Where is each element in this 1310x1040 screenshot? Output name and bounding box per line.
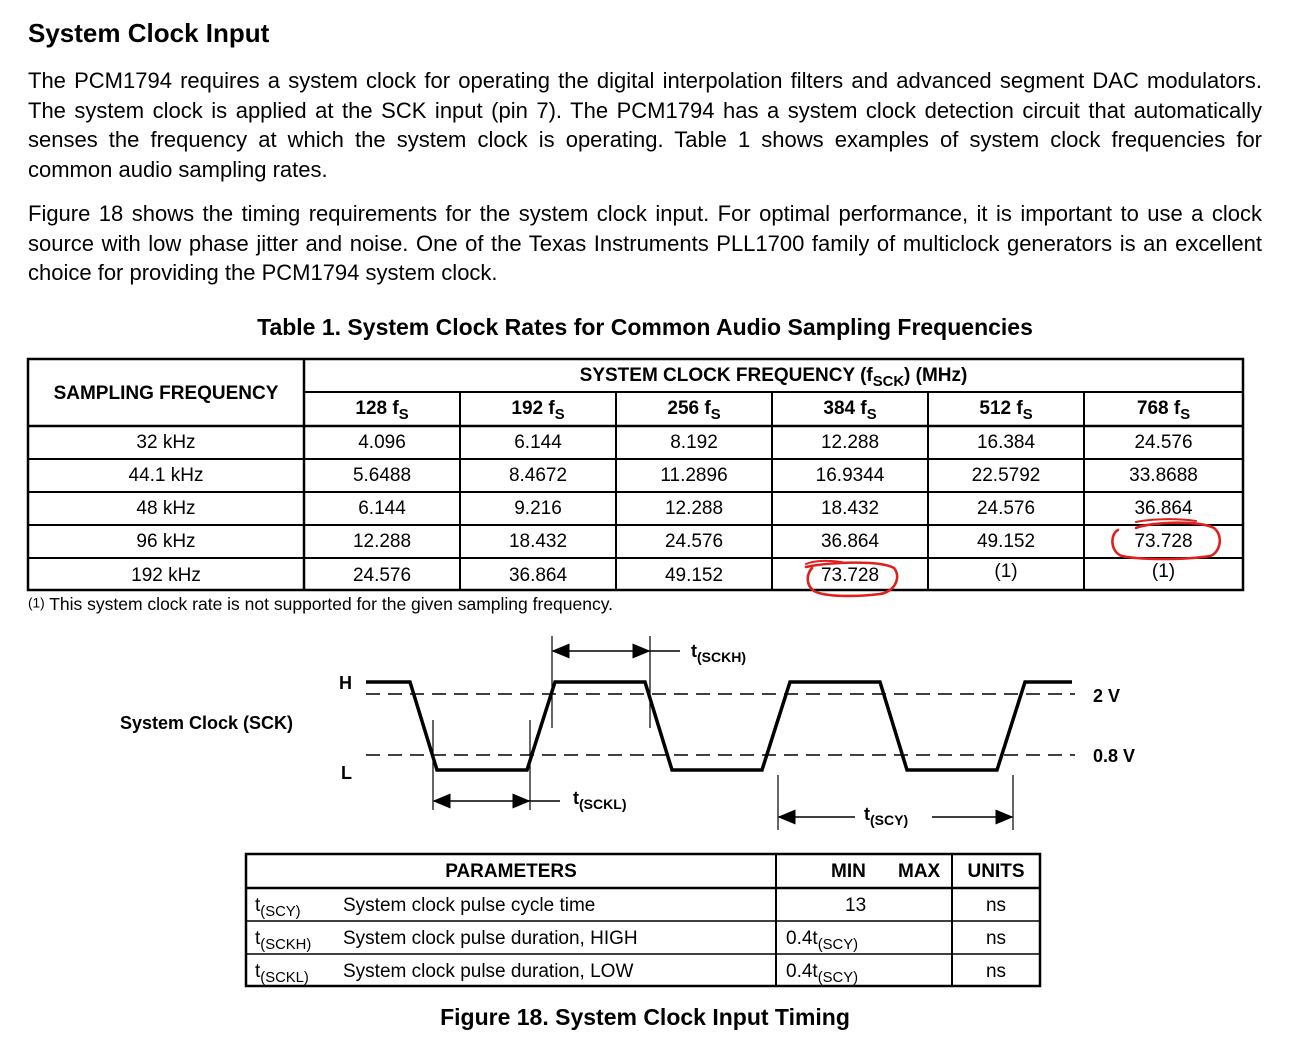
param-min: $0.4t_{(SCY)}$ (786, 961, 859, 987)
table-cell: 36.864 (820, 531, 880, 552)
params-header-min: MIN (831, 861, 866, 882)
column-header-768fs: 768 $f_S$ (1136, 398, 1191, 424)
table-cell: 73.728 (1134, 531, 1193, 552)
table-cell: 24.576 (1134, 432, 1193, 453)
table-cell: 11.2896 (660, 465, 728, 486)
table-cell: 18.432 (508, 531, 568, 552)
table-cell: 12.288 (352, 531, 412, 552)
param-description: System clock pulse duration, HIGH (343, 928, 638, 949)
table-cell: 16.384 (976, 432, 1036, 453)
table-cell: 18.432 (820, 498, 880, 519)
column-header-256fs: 256 $f_S$ (667, 398, 721, 424)
table-cell: 24.576 (352, 565, 412, 586)
table-cell: 6.144 (358, 498, 406, 519)
param-unit: ns (985, 928, 1007, 949)
table-cell-footnote-ref: (1) (994, 561, 1018, 582)
signal-label: System Clock (SCK) (120, 713, 294, 733)
column-header-384fs: 384 $f_S$ (823, 398, 877, 424)
table-row-freq: 48 kHz (136, 498, 196, 519)
table-cell: 49.152 (664, 565, 724, 586)
table-footnote: (1) This system clock rate is not supported for the given sampling frequency. (28, 594, 614, 614)
table-cell: 22.5792 (971, 465, 1041, 486)
table-cell: 16.9344 (815, 465, 885, 486)
group-header-system-clock-frequency: SYSTEM CLOCK FREQUENCY $(f_{SCK})$ (MHz) (579, 365, 968, 391)
column-header-512fs: 512 $f_S$ (979, 398, 1033, 424)
table-cell: 49.152 (976, 531, 1036, 552)
table-cell: 8.4672 (508, 465, 568, 486)
column-header-128fs: 128 $f_S$ (355, 398, 409, 424)
table-cell-footnote-ref: (1) (1151, 561, 1176, 582)
table-cell: 9.216 (514, 498, 562, 519)
table-cell: 12.288 (820, 432, 880, 453)
params-header-units: UNITS (967, 861, 1025, 882)
table-cell: 6.144 (514, 432, 562, 453)
table-row-freq: 32 kHz (136, 432, 196, 453)
param-symbol: $t_{(SCY)}$ (255, 895, 301, 921)
table-row-freq: 96 kHz (136, 531, 196, 552)
table-cell: 12.288 (664, 498, 724, 519)
table-cell: 73.728 (820, 565, 880, 586)
param-symbol: $t_{(SCKL)}$ (255, 961, 309, 987)
params-header-max: MAX (898, 861, 941, 882)
table-row-freq: 44.1 kHz (128, 465, 204, 486)
table-cell: 24.576 (664, 531, 724, 552)
row-header-sampling-frequency: SAMPLING FREQUENCY (53, 383, 279, 404)
table-cell: 4.096 (358, 432, 406, 453)
param-min: $0.4t_{(SCY)}$ (786, 928, 859, 954)
t-scy-label: $t_{(SCY)}$ (864, 804, 909, 828)
param-description: System clock pulse cycle time (343, 895, 596, 916)
paragraph-1: The PCM1794 requires a system clock for operating the digital interpolation filters and advanced segment DAC modulators. The system clock is applied at the SCK input (pin 7). The PCM1794 has a system clock detection circuit that automatically senses the frequency at which the system clock is operating. Table 1 shows examples of system clock frequencies for common audio sampling rates. (28, 68, 1262, 182)
params-header-parameters: PARAMETERS (445, 861, 577, 882)
section-heading: System Clock Input (28, 18, 270, 48)
table-cell: 36.864 (508, 565, 568, 586)
param-symbol: $t_{(SCKH)}$ (255, 928, 312, 954)
table-cell: 33.8688 (1129, 465, 1198, 486)
t-sckh-label: $t_{(SCKH)}$ (691, 641, 747, 665)
table-title: Table 1. System Clock Rates for Common Audio Sampling Frequencies (257, 314, 1033, 340)
t-sckl-label: $t_{(SCKL)}$ (573, 788, 627, 812)
table-cell: 24.576 (976, 498, 1036, 519)
high-level-label: H (339, 673, 352, 693)
low-level-label: L (341, 763, 352, 783)
column-header-192fs: 192 $f_S$ (511, 398, 565, 424)
figure-caption: Figure 18. System Clock Input Timing (440, 1004, 850, 1030)
table-row-freq: 192 kHz (131, 565, 201, 586)
param-description: System clock pulse duration, LOW (343, 961, 634, 982)
paragraph-2: Figure 18 shows the timing requirements for the system clock input. For optimal performance, it is important to use a clock source with low phase jitter and noise. One of the Texas Instruments PLL1700 family of multiclock generators is an excellent choice for providing the PCM1794 system clock. (28, 201, 1262, 285)
table-cell: 36.864 (1134, 498, 1193, 519)
low-threshold-label: 0.8 V (1093, 746, 1136, 766)
high-threshold-label: 2 V (1093, 686, 1121, 706)
table-cell: 5.6488 (352, 465, 412, 486)
table-cell: 8.192 (670, 432, 718, 453)
param-unit: ns (985, 961, 1007, 982)
param-min: 13 (845, 895, 867, 916)
param-unit: ns (985, 895, 1007, 916)
